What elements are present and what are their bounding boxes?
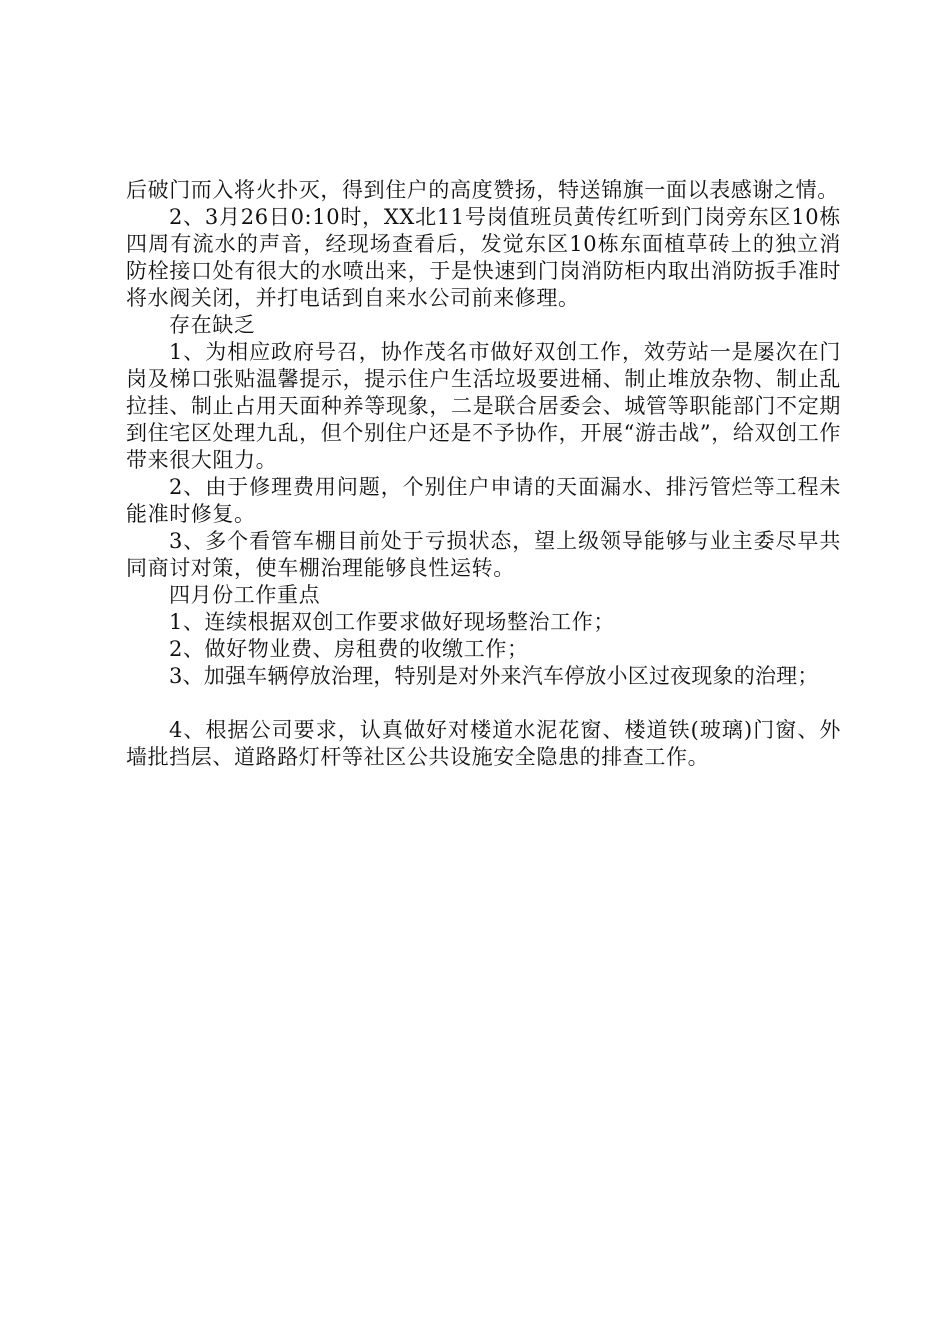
paragraph-shortcoming-2: 2、由于修理费用问题，个别住户申请的天面漏水、排污管烂等工程未能准时修复。 (126, 475, 841, 526)
section-heading-april-priorities: 四月份工作重点 (169, 583, 321, 607)
paragraph-spacer (126, 690, 841, 717)
paragraph-shortcoming-3: 3、多个看管车棚目前处于亏损状态，望上级领导能够与业主委尽早共同商讨对策，使车棚治理能够良性运转。 (126, 529, 841, 580)
list-item-priority-3: 3、加强车辆停放治理，特别是对外来汽车停放小区过夜现象的治理； (169, 664, 819, 688)
list-item-priority-4: 4、根据公司要求，认真做好对楼道水泥花窗、楼道铁(玻璃)门窗、外墙批挡层、道路路灯杆等社区公共设施安全隐患的排查工作。 (126, 718, 841, 769)
document-body (126, 177, 841, 771)
list-item-priority-1: 1、连续根据双创工作要求做好现场整治工作； (169, 610, 615, 634)
paragraph-water-leak-incident: 2、3月26日0:10时，XX北11号岗值班员黄传红听到门岗旁东区10栋四周有流水的声音，经现场查看后，发觉东区10栋东面植草砖上的独立消防栓接口处有很大的水喷出来，于是快速到门岗消防柜内取出消防扳手准时将水阀关闭，并打电话到自来水公司前来修理。 (126, 205, 841, 310)
paragraph-shortcoming-1: 1、为相应政府号召，协作茂名市做好双创工作，效劳站一是屡次在门岗及梯口张贴温馨提示，提示住户生活垃圾要进桶、制止堆放杂物、制止乱拉挂、制止占用天面种养等现象，二是联合居委会、城管等职能部门不定期到住宅区处理九乱，但个别住户还是不予协作，开展“游击战”，给双创工作带来很大阻力。 (126, 340, 841, 472)
section-heading-shortcomings: 存在缺乏 (169, 313, 256, 337)
paragraph-fire-rescue-continuation: 后破门而入将火扑灭，得到住户的高度赞扬，特送锦旗一面以表感谢之情。 (126, 178, 839, 202)
list-item-priority-2: 2、做好物业费、房租费的收缴工作； (169, 637, 529, 661)
